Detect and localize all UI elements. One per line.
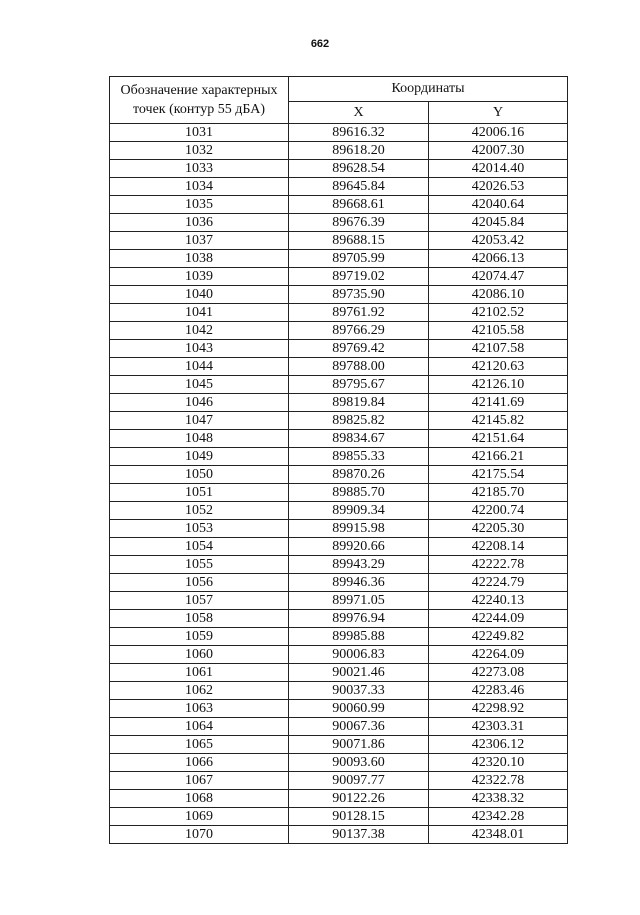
point-id-cell: 1035 <box>110 196 289 214</box>
y-coordinate-cell: 42145.82 <box>429 412 568 430</box>
y-coordinate-cell: 42006.16 <box>429 124 568 142</box>
x-coordinate-cell: 89909.34 <box>289 502 429 520</box>
point-id-cell: 1047 <box>110 412 289 430</box>
y-coordinate-cell: 42208.14 <box>429 538 568 556</box>
point-id-cell: 1032 <box>110 142 289 160</box>
y-coordinate-cell: 42306.12 <box>429 736 568 754</box>
table-row <box>110 304 568 322</box>
y-coordinate-cell: 42086.10 <box>429 286 568 304</box>
x-coordinate-cell: 89855.33 <box>289 448 429 466</box>
point-id-cell: 1037 <box>110 232 289 250</box>
point-id-cell: 1069 <box>110 808 289 826</box>
table-row <box>110 286 568 304</box>
x-coordinate-cell: 90060.99 <box>289 700 429 718</box>
table-row <box>110 214 568 232</box>
table-row <box>110 772 568 790</box>
table-row <box>110 592 568 610</box>
table-row <box>110 340 568 358</box>
table-row <box>110 556 568 574</box>
x-coordinate-cell: 89668.61 <box>289 196 429 214</box>
x-coordinate-cell: 89885.70 <box>289 484 429 502</box>
page-number: 662 <box>310 38 330 50</box>
point-id-cell: 1062 <box>110 682 289 700</box>
point-id-cell: 1034 <box>110 178 289 196</box>
table-row <box>110 502 568 520</box>
table-row <box>110 718 568 736</box>
y-coordinate-cell: 42045.84 <box>429 214 568 232</box>
y-column-header: Y <box>429 102 568 124</box>
y-coordinate-cell: 42185.70 <box>429 484 568 502</box>
y-coordinate-cell: 42303.31 <box>429 718 568 736</box>
table-row <box>110 700 568 718</box>
point-label-header-line1: Обозначение характерных <box>120 83 278 98</box>
point-id-cell: 1055 <box>110 556 289 574</box>
x-coordinate-cell: 90067.36 <box>289 718 429 736</box>
x-coordinate-cell: 89795.67 <box>289 376 429 394</box>
table-row <box>110 322 568 340</box>
y-coordinate-cell: 42249.82 <box>429 628 568 646</box>
table-row <box>110 682 568 700</box>
point-id-cell: 1053 <box>110 520 289 538</box>
y-coordinate-cell: 42014.40 <box>429 160 568 178</box>
y-coordinate-cell: 42175.54 <box>429 466 568 484</box>
table-row <box>110 790 568 808</box>
x-coordinate-cell: 89920.66 <box>289 538 429 556</box>
table-row <box>110 250 568 268</box>
point-id-cell: 1045 <box>110 376 289 394</box>
y-coordinate-cell: 42040.64 <box>429 196 568 214</box>
point-id-cell: 1068 <box>110 790 289 808</box>
y-coordinate-cell: 42205.30 <box>429 520 568 538</box>
table-row <box>110 484 568 502</box>
y-coordinate-cell: 42107.58 <box>429 340 568 358</box>
y-coordinate-cell: 42342.28 <box>429 808 568 826</box>
table-row <box>110 826 568 844</box>
point-id-cell: 1038 <box>110 250 289 268</box>
x-coordinate-cell: 89705.99 <box>289 250 429 268</box>
y-coordinate-cell: 42264.09 <box>429 646 568 664</box>
y-coordinate-cell: 42320.10 <box>429 754 568 772</box>
x-coordinate-cell: 89618.20 <box>289 142 429 160</box>
table-row <box>110 178 568 196</box>
x-coordinate-cell: 89616.32 <box>289 124 429 142</box>
point-id-cell: 1054 <box>110 538 289 556</box>
x-coordinate-cell: 89819.84 <box>289 394 429 412</box>
table-row <box>110 448 568 466</box>
x-coordinate-cell: 90037.33 <box>289 682 429 700</box>
x-coordinate-cell: 89676.39 <box>289 214 429 232</box>
y-coordinate-cell: 42244.09 <box>429 610 568 628</box>
point-id-cell: 1048 <box>110 430 289 448</box>
point-id-cell: 1050 <box>110 466 289 484</box>
point-id-cell: 1067 <box>110 772 289 790</box>
point-label-header-line2: точек (контур 55 дБА) <box>132 102 266 117</box>
point-id-cell: 1063 <box>110 700 289 718</box>
table-row <box>110 232 568 250</box>
table-row <box>110 574 568 592</box>
point-id-cell: 1046 <box>110 394 289 412</box>
table-row <box>110 142 568 160</box>
x-coordinate-cell: 90122.26 <box>289 790 429 808</box>
x-coordinate-cell: 89870.26 <box>289 466 429 484</box>
x-coordinate-cell: 90097.77 <box>289 772 429 790</box>
x-coordinate-cell: 89769.42 <box>289 340 429 358</box>
table-row <box>110 520 568 538</box>
point-id-cell: 1031 <box>110 124 289 142</box>
table-row <box>110 430 568 448</box>
point-id-cell: 1040 <box>110 286 289 304</box>
y-coordinate-cell: 42348.01 <box>429 826 568 844</box>
table-row <box>110 754 568 772</box>
table-row <box>110 610 568 628</box>
x-coordinate-cell: 90137.38 <box>289 826 429 844</box>
table-row <box>110 124 568 142</box>
x-coordinate-cell: 89761.92 <box>289 304 429 322</box>
table-row <box>110 358 568 376</box>
y-coordinate-cell: 42074.47 <box>429 268 568 286</box>
y-coordinate-cell: 42026.53 <box>429 178 568 196</box>
y-coordinate-cell: 42102.52 <box>429 304 568 322</box>
header-row-top <box>110 77 568 102</box>
table-row <box>110 196 568 214</box>
point-id-cell: 1070 <box>110 826 289 844</box>
y-coordinate-cell: 42240.13 <box>429 592 568 610</box>
x-coordinate-cell: 90071.86 <box>289 736 429 754</box>
point-id-cell: 1065 <box>110 736 289 754</box>
x-coordinate-cell: 89645.84 <box>289 178 429 196</box>
point-id-cell: 1042 <box>110 322 289 340</box>
y-coordinate-cell: 42053.42 <box>429 232 568 250</box>
point-id-cell: 1033 <box>110 160 289 178</box>
x-coordinate-cell: 89985.88 <box>289 628 429 646</box>
x-coordinate-cell: 90128.15 <box>289 808 429 826</box>
x-coordinate-cell: 89688.15 <box>289 232 429 250</box>
y-coordinate-cell: 42283.46 <box>429 682 568 700</box>
table-body <box>110 124 568 844</box>
y-coordinate-cell: 42007.30 <box>429 142 568 160</box>
coordinates-table <box>109 76 568 844</box>
table-header <box>110 77 568 124</box>
point-id-cell: 1052 <box>110 502 289 520</box>
y-coordinate-cell: 42338.32 <box>429 790 568 808</box>
coordinates-header: Координаты <box>289 77 568 102</box>
y-coordinate-cell: 42105.58 <box>429 322 568 340</box>
x-coordinate-cell: 89719.02 <box>289 268 429 286</box>
x-coordinate-cell: 90006.83 <box>289 646 429 664</box>
x-column-header: X <box>289 102 429 124</box>
y-coordinate-cell: 42224.79 <box>429 574 568 592</box>
point-id-cell: 1059 <box>110 628 289 646</box>
table-row <box>110 394 568 412</box>
y-coordinate-cell: 42298.92 <box>429 700 568 718</box>
point-label-header <box>110 77 289 124</box>
point-id-cell: 1041 <box>110 304 289 322</box>
point-id-cell: 1039 <box>110 268 289 286</box>
point-id-cell: 1043 <box>110 340 289 358</box>
x-coordinate-cell: 89943.29 <box>289 556 429 574</box>
y-coordinate-cell: 42200.74 <box>429 502 568 520</box>
x-coordinate-cell: 89971.05 <box>289 592 429 610</box>
point-id-cell: 1056 <box>110 574 289 592</box>
table-row <box>110 538 568 556</box>
y-coordinate-cell: 42273.08 <box>429 664 568 682</box>
x-coordinate-cell: 89915.98 <box>289 520 429 538</box>
y-coordinate-cell: 42222.78 <box>429 556 568 574</box>
point-id-cell: 1060 <box>110 646 289 664</box>
table-row <box>110 376 568 394</box>
x-coordinate-cell: 89766.29 <box>289 322 429 340</box>
table-row <box>110 646 568 664</box>
point-id-cell: 1044 <box>110 358 289 376</box>
table-row <box>110 160 568 178</box>
x-coordinate-cell: 89834.67 <box>289 430 429 448</box>
table-row <box>110 664 568 682</box>
table-row <box>110 808 568 826</box>
table-row <box>110 412 568 430</box>
x-coordinate-cell: 90093.60 <box>289 754 429 772</box>
y-coordinate-cell: 42141.69 <box>429 394 568 412</box>
x-coordinate-cell: 89788.00 <box>289 358 429 376</box>
point-id-cell: 1057 <box>110 592 289 610</box>
y-coordinate-cell: 42151.64 <box>429 430 568 448</box>
point-id-cell: 1064 <box>110 718 289 736</box>
x-coordinate-cell: 89735.90 <box>289 286 429 304</box>
x-coordinate-cell: 89825.82 <box>289 412 429 430</box>
point-id-cell: 1058 <box>110 610 289 628</box>
y-coordinate-cell: 42120.63 <box>429 358 568 376</box>
point-id-cell: 1051 <box>110 484 289 502</box>
y-coordinate-cell: 42166.21 <box>429 448 568 466</box>
point-id-cell: 1061 <box>110 664 289 682</box>
x-coordinate-cell: 90021.46 <box>289 664 429 682</box>
y-coordinate-cell: 42066.13 <box>429 250 568 268</box>
point-id-cell: 1049 <box>110 448 289 466</box>
x-coordinate-cell: 89946.36 <box>289 574 429 592</box>
x-coordinate-cell: 89628.54 <box>289 160 429 178</box>
point-id-cell: 1066 <box>110 754 289 772</box>
table-row <box>110 268 568 286</box>
point-id-cell: 1036 <box>110 214 289 232</box>
x-coordinate-cell: 89976.94 <box>289 610 429 628</box>
table-row <box>110 466 568 484</box>
y-coordinate-cell: 42126.10 <box>429 376 568 394</box>
y-coordinate-cell: 42322.78 <box>429 772 568 790</box>
table-row <box>110 628 568 646</box>
table-row <box>110 736 568 754</box>
